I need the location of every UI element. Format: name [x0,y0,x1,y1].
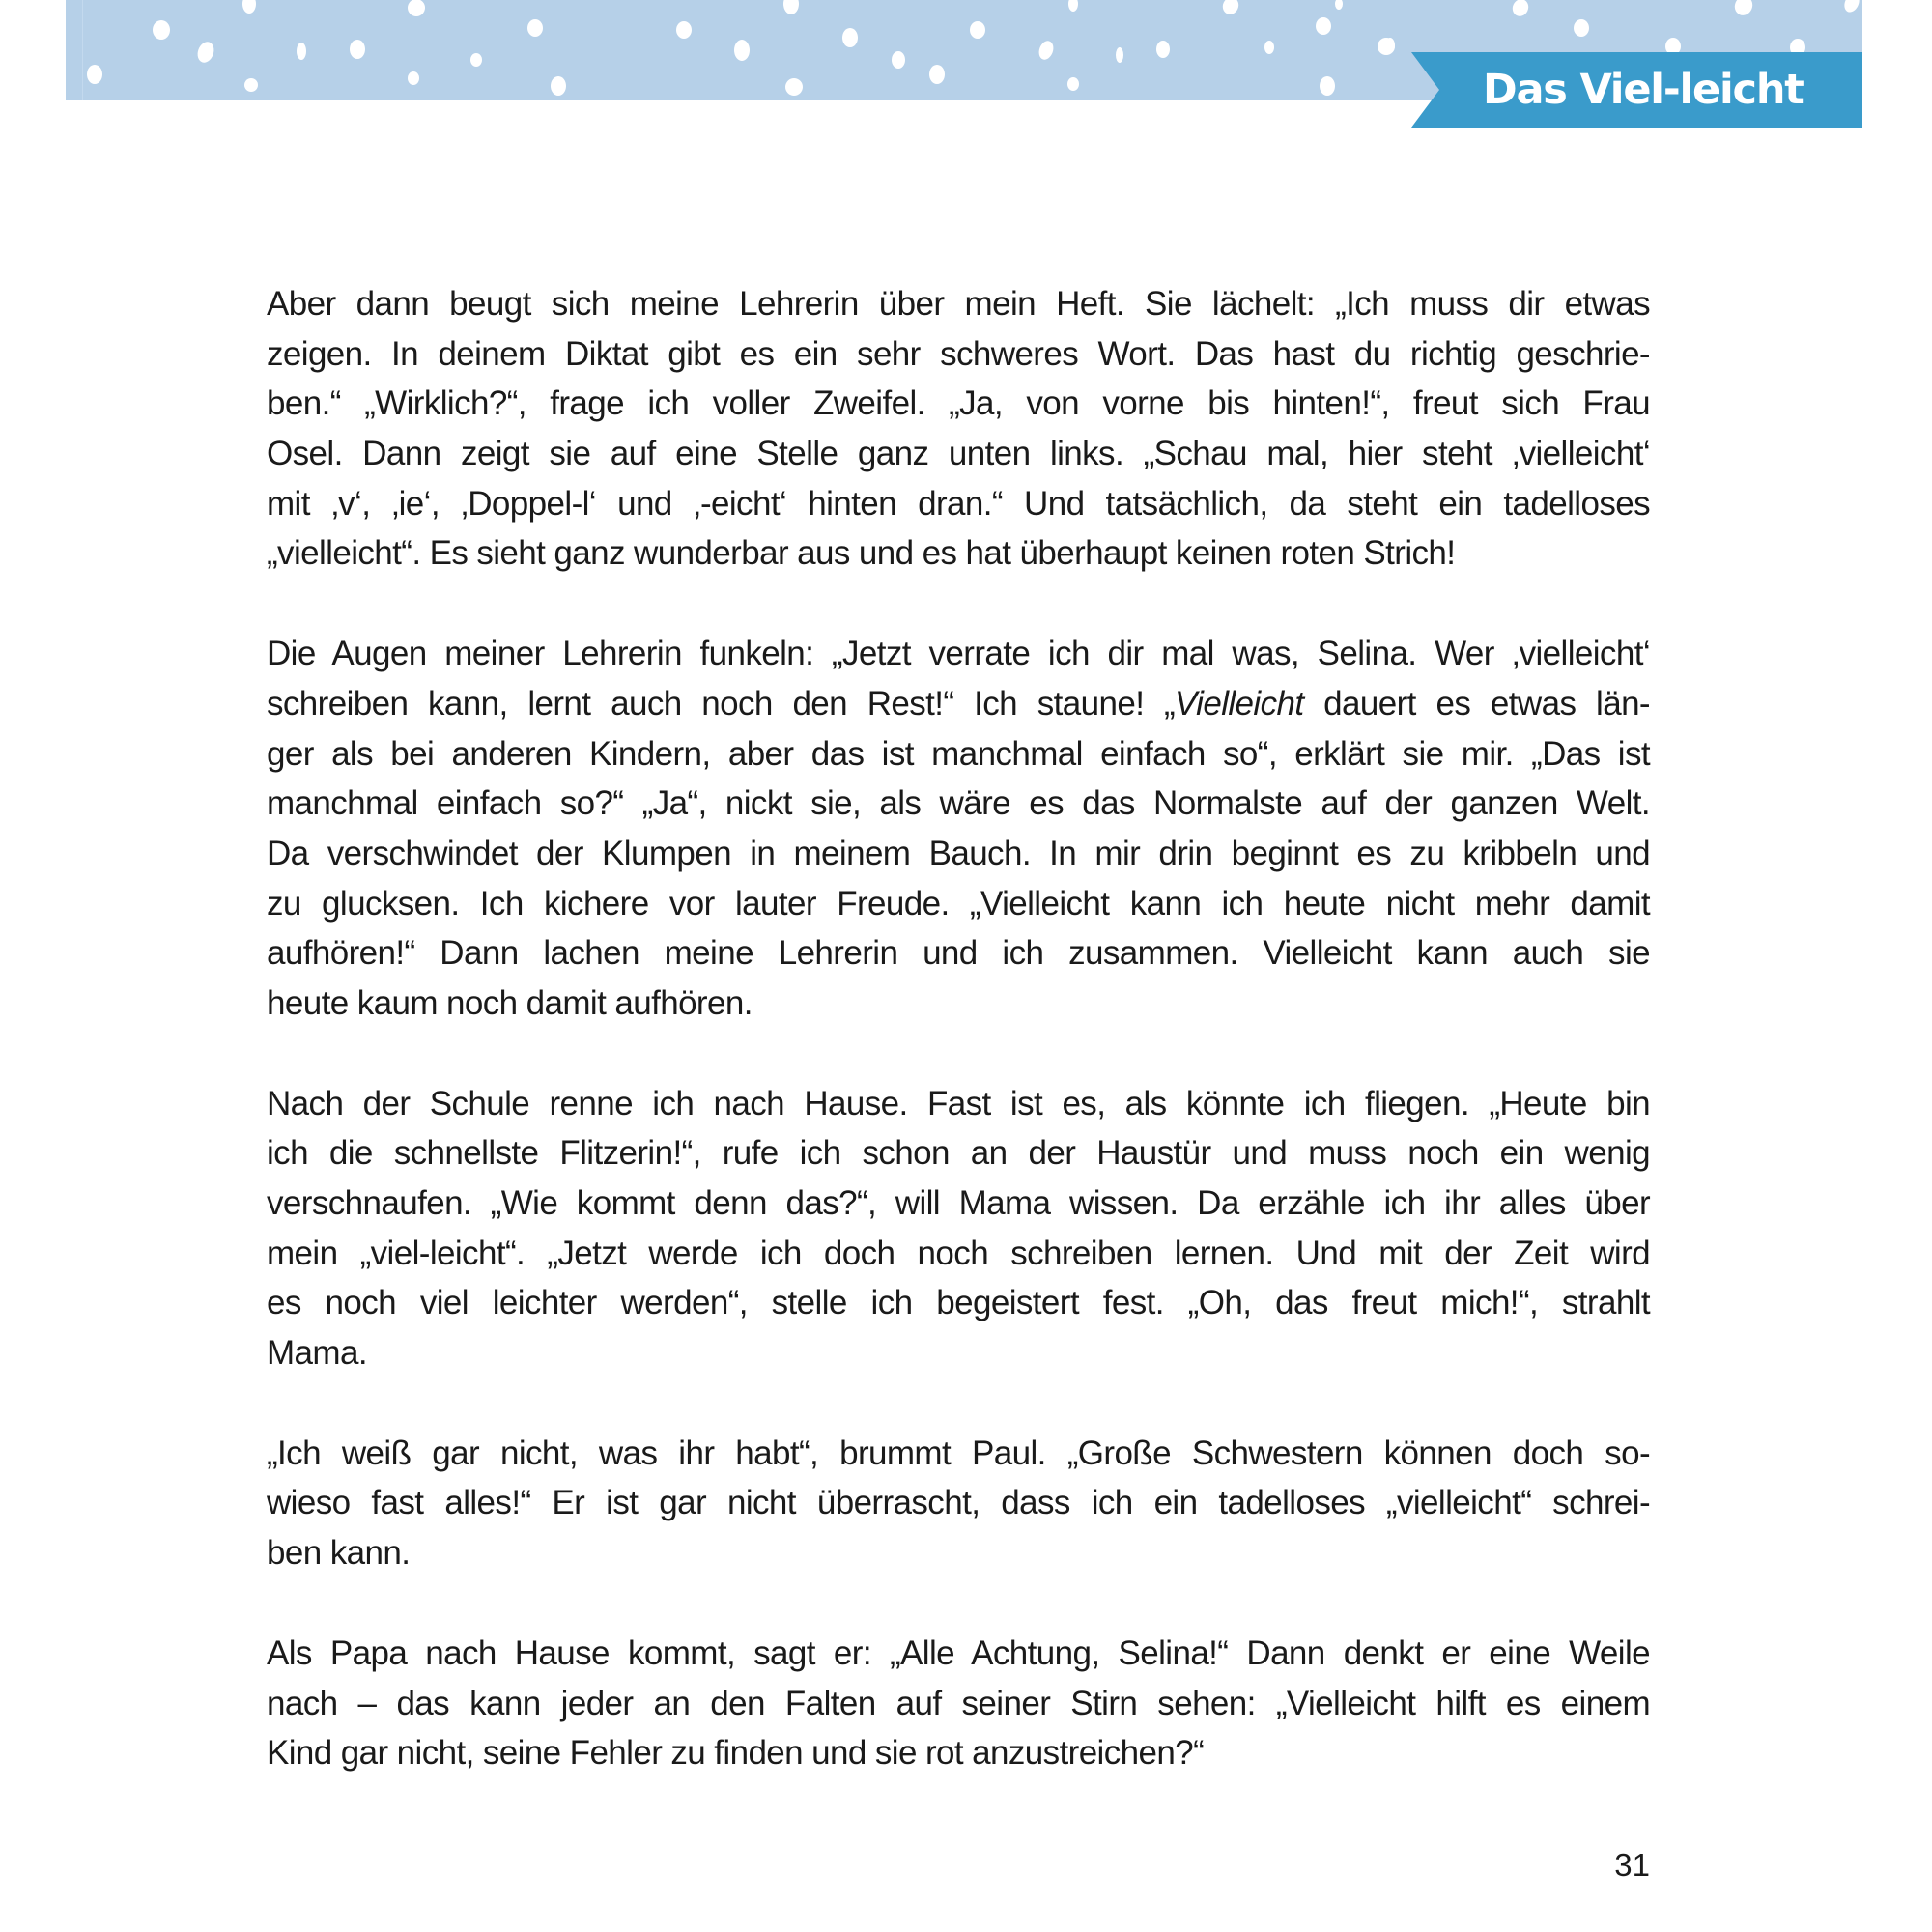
story-text [267,279,1650,1829]
title-ribbon [1411,52,1862,128]
text-line: ben.“ „Wirklich?“, frage ich voller Zweifel. „Ja, von vorne bis hinten!“, freut sich Frau [267,384,1650,423]
page-title: Das Viel-leicht [1483,66,1804,114]
emphasized-word: Vielleicht [1175,684,1304,723]
text-line: heute kaum noch damit aufhören. [267,983,753,1022]
text-line: Nach der Schule renne ich nach Hause. Fast ist es, als könnte ich fliegen. „Heute bin [267,1084,1650,1122]
text-line: es noch viel leichter werden“, stelle ich begeistert fest. „Oh, das freut mich!“, strahlt [267,1284,1650,1322]
text-line: aufhören!“ Dann lachen meine Lehrerin und ich zusammen. Vielleicht kann auch sie [267,934,1650,973]
text-line: nach – das kann jeder an den Falten auf seiner Stirn sehen: „Vielleicht hilft es einem [267,1684,1650,1722]
text-line: Osel. Dann zeigt sie auf eine Stelle ganz unten links. „Schau mal, hier steht ‚vielleicht‘ [267,435,1650,473]
text-segment: schreiben kann, lernt auch noch den Rest!“ Ich staune! „ [267,684,1176,723]
text-line: Kind gar nicht, seine Fehler zu finden und sie rot anzustreichen?“ [267,1734,1205,1773]
text-line: „Ich weiß gar nicht, was ihr habt“, brummt Paul. „Große Schwestern können doch so- [267,1434,1650,1472]
paragraph [267,1079,1650,1378]
text-line: Die Augen meiner Lehrerin funkeln: „Jetzt verrate ich dir mal was, Selina. Wer ‚vielleicht‘ [267,635,1650,673]
paragraph [267,629,1650,1029]
paragraph [267,1629,1650,1778]
text-line: ich die schnellste Flitzerin!“, rufe ich schon an der Haustür und muss noch ein wenig [267,1134,1650,1173]
text-line: Aber dann beugt sich meine Lehrerin über mein Heft. Sie lächelt: „Ich muss dir etwas [267,285,1650,323]
paragraph [267,279,1650,579]
text-line: zu glucksen. Ich kichere vor lauter Freude. „Vielleicht kann ich heute nicht mehr damit [267,884,1650,923]
text-line: verschnaufen. „Wie kommt denn das?“, will Mama wissen. Da erzähle ich ihr alles über [267,1184,1650,1222]
text-line: mit ‚v‘, ‚ie‘, ‚Doppel-l‘ und ‚-eicht‘ hinten dran.“ Und tatsächlich, da steht ein tadelloses [267,484,1650,523]
page-number: 31 [1614,1847,1650,1883]
text-line: ben kann. [267,1534,411,1573]
text-line: ger als bei anderen Kindern, aber das ist manchmal einfach so“, erklärt sie mir. „Das ist [267,734,1650,773]
text-line: „vielleicht“. Es sieht ganz wunderbar aus und es hat überhaupt keinen roten Strich! [267,534,1456,573]
text-segment: dauert es etwas län- [1303,684,1650,723]
text-line: Mama. [267,1334,367,1373]
text-line: zeigen. In deinem Diktat gibt es ein sehr schweres Wort. Das hast du richtig geschrie- [267,334,1650,373]
text-line: Da verschwindet der Klumpen in meinem Bauch. In mir drin beginnt es zu kribbeln und [267,834,1650,872]
text-line [267,679,1650,729]
paragraph [267,1429,1650,1578]
text-line: manchmal einfach so?“ „Ja“, nickt sie, als wäre es das Normalste auf der ganzen Welt. [267,784,1650,823]
text-line: mein „viel-leicht“. „Jetzt werde ich doch noch schreiben lernen. Und mit der Zeit wird [267,1234,1650,1272]
text-line: wieso fast alles!“ Er ist gar nicht überrascht, dass ich ein tadelloses „vielleicht“ schrei- [267,1484,1650,1522]
text-line: Als Papa nach Hause kommt, sagt er: „Alle Achtung, Selina!“ Dann denkt er eine Weile [267,1634,1650,1672]
